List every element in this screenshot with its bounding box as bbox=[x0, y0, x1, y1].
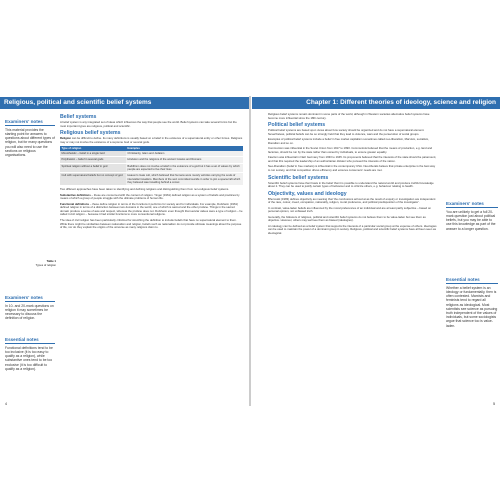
box-body: Functional definitions tend to be too inclusive (it is too easy to qualify as a religion), while substantive ones tend to be too exclusive (it is too difficult to qualify as a religion). bbox=[5, 345, 53, 371]
table-cell: Cult with supernatural beliefs but no concept of god bbox=[60, 173, 126, 186]
box-body: Whether a belief system is an ideology or fundamentally, then is often contested. Marxists and feminists tend to regard all religions as ideological. Most scientists see science as pursuing truth independent of the values of individuals, but some sociologists argue that science too is value-laden. bbox=[446, 285, 498, 328]
essential-notes-box bbox=[446, 278, 498, 328]
paragraph: Generally, the followers of religious, political and scientific belief systems do not believe them to be value-laden but see them as objective. However, others may well see them as biased (ideologies). bbox=[268, 214, 426, 223]
paragraph: Religious belief systems remain dominant in some parts of the world, although in Western societies alternative belief systems have become more influential since the 18th century. bbox=[268, 112, 430, 120]
box-rule bbox=[5, 301, 55, 302]
paragraph: Neo-liberalism (belief in free markets) is influential in the contemporary USA. Neo-liberals believe that private enterprise is the best way to run society, and that competition drives efficiency and ensures consumers' needs are met. bbox=[268, 164, 436, 173]
examiners-notes-box-1 bbox=[5, 120, 55, 157]
box-title: Essential notes bbox=[446, 277, 480, 282]
paragraph: Fascism was influential in Nazi Germany from 1933 to 1945. Its proponents believed that the interests of the state should be paramount, and that this required the leadership of an authoritarian dictator who pursued the interests of the nation. bbox=[268, 155, 437, 163]
table-cell: Hinduism and the religions of the ancient Greeks and Romans bbox=[126, 157, 243, 163]
heading-religious-belief-systems: Religious belief systems bbox=[60, 130, 121, 137]
paragraph: An ideology can be defined as a belief system that supports the interests of a particular social group at the expense of others. Ideologies can be used to maintain the power of a dominant group in society. Religious, political and scientific belief systems have all been seen as ideological. bbox=[268, 223, 437, 236]
right-page-number: 5 bbox=[493, 402, 495, 406]
paragraph: Substantive definitions – these are concerned with the content of religion. Yinger (1961) defined religion as a system of beliefs and practices by means of which a group of people struggle with the ultimate problems of human life. bbox=[60, 192, 240, 201]
types-of-religion-table bbox=[60, 146, 243, 186]
table-caption-label: Table 1 bbox=[46, 259, 56, 263]
paragraph: Scientific belief systems have their basis in the belief that it is possible to understand the natural world and produce truthful knowledge about it. They can be used to justify certain types of behaviour and to criticize others, e.g. behaviour relating to health. bbox=[268, 180, 434, 189]
essential-notes-box bbox=[5, 338, 55, 371]
box-body: This material provides the starting point for answers to questions about different types of religion, but for many questions you will also need to use the sections on religious organisations. bbox=[5, 127, 55, 157]
box-rule bbox=[5, 343, 55, 344]
table-caption-text: Types of religion bbox=[35, 262, 56, 267]
heading-belief-systems: Belief systems bbox=[60, 114, 97, 120]
table-row bbox=[60, 163, 243, 173]
box-rule bbox=[446, 207, 498, 208]
right-page bbox=[252, 0, 500, 500]
gutter bbox=[249, 96, 251, 406]
paragraph: Political belief systems are based upon views about how society should be organized and do not have a supernatural element. Nevertheless, political beliefs can be so strongly held that they lead to violence, wars and the persecution of social groups. bbox=[268, 128, 425, 136]
paragraph: In contrast, value-laden beliefs are influenced by the moral preferences of an individual and are at least partly subjective – based on personal opinion, not unbiased truth. bbox=[268, 205, 431, 214]
examiners-notes-box bbox=[446, 202, 498, 231]
table-cell: Spiritual religion without a belief in god bbox=[60, 163, 126, 173]
paragraph: Bhorovski (1983) defines objectivity as meaning that 'the conclusions arrived at as the result of enquiry or investigation are independent of the race, colour, creed, occupation, nationality, religion, moral preference, and political predisposition of the investigator'. bbox=[268, 196, 436, 205]
table-cell: Christianity, Islam and Judaism bbox=[126, 151, 243, 157]
examiners-notes-box-2 bbox=[5, 296, 55, 321]
table-cell: Polytheistic – belief in several gods bbox=[60, 157, 126, 163]
box-rule bbox=[5, 125, 55, 126]
right-running-header: Chapter 1: Different theories of ideology, science and religion bbox=[252, 97, 500, 109]
table-cell: Buddhism does not involve a belief in the existence of a god but it has a set of values by which people are expected to live their lives bbox=[126, 163, 243, 173]
box-title: Essential notes bbox=[5, 337, 39, 342]
table-cell: Monotheistic – belief in a single God bbox=[60, 151, 126, 157]
table-header: Examples bbox=[126, 146, 243, 151]
box-title: Examiners' notes bbox=[446, 201, 484, 206]
box-body: You are unlikely to get a full 20-mark question just about political beliefs, but you may be able to use this knowledge as part of the answer to a longer question. bbox=[446, 209, 496, 231]
left-running-header: Religious, political and scientific belief systems bbox=[0, 97, 250, 109]
paragraph: Examples of political belief systems include a belief in free market capitalism sometimes called neo-liberalism, Marxism, socialism, liberalism and so on. bbox=[268, 137, 430, 145]
paragraph: Communism was influential in the Soviet Union from 1917 to 1990. Communists believed that the means of production, e.g. land and factories, should be run by the state rather than owned by individuals, to ensure greater equality. bbox=[268, 146, 433, 154]
right-main-column bbox=[268, 113, 438, 238]
paragraph: The idea of civil religion has been particularly criticized for stretching the definition to include beliefs that have no supernatural element to them. While there might be similarities between nationalism and religion, beliefs such as nationalism do not provide ultimate meanings about the purpose of life, nor do they explain the origins of the universe as many religions claim to. bbox=[60, 217, 242, 230]
table-cell: Heaven's Gate cult, which believed that humans were merely vehicles carrying the souls of interstellar travellers. Members of the sect committed suicide in order to join a spacecraft which they believed was travelling behind a comet bbox=[126, 173, 243, 186]
left-page-number: 4 bbox=[5, 402, 7, 406]
heading-scientific-belief-systems: Scientific belief systems bbox=[268, 174, 329, 181]
box-title: Examiners' notes bbox=[5, 119, 43, 124]
heading-objectivity-values-ideology: Objectivity, values and ideology bbox=[268, 190, 347, 197]
table-caption bbox=[22, 260, 56, 267]
heading-political-belief-systems: Political belief systems bbox=[268, 122, 326, 129]
left-main-column bbox=[60, 113, 243, 232]
paragraph: Religion can be difficult to define. Its many definitions is usually based on a belief in the existence of a supernatural entity or other forces. Religions may or may not involve the existence of a supreme God or several gods. bbox=[60, 136, 243, 144]
table-row bbox=[60, 173, 243, 186]
box-title: Examiners' notes bbox=[5, 295, 43, 300]
paragraph: A belief system is any integrated set of ideas which influences the way that people see the world. Belief systems can take several forms but the most important types are religious, political and scientific. bbox=[60, 120, 237, 128]
box-body: In 10- and 20-mark questions on religion it may sometimes be necessary to discuss the definition of religion. bbox=[5, 303, 54, 321]
paragraph: Two different approaches have been taken to identifying and defining religions and distinguishing them from non-religious belief systems. bbox=[60, 187, 230, 192]
paragraph: Functional definitions – these define religion in terms of the functions it performs for society and for individuals. For example, Durkheim (1961) defined religion in terms of a distinction between two domains in the world, one of which is sacred and the other profane. Things in the sacred domain produce a sense of awe and respect, whereas the profane does not. Durkheim even thought that secular values were a type of religion – he called it civil religion – because it had similar functions to more conventional religions. bbox=[60, 201, 243, 217]
table-header: Type of religion bbox=[60, 146, 126, 151]
box-rule bbox=[446, 283, 498, 284]
